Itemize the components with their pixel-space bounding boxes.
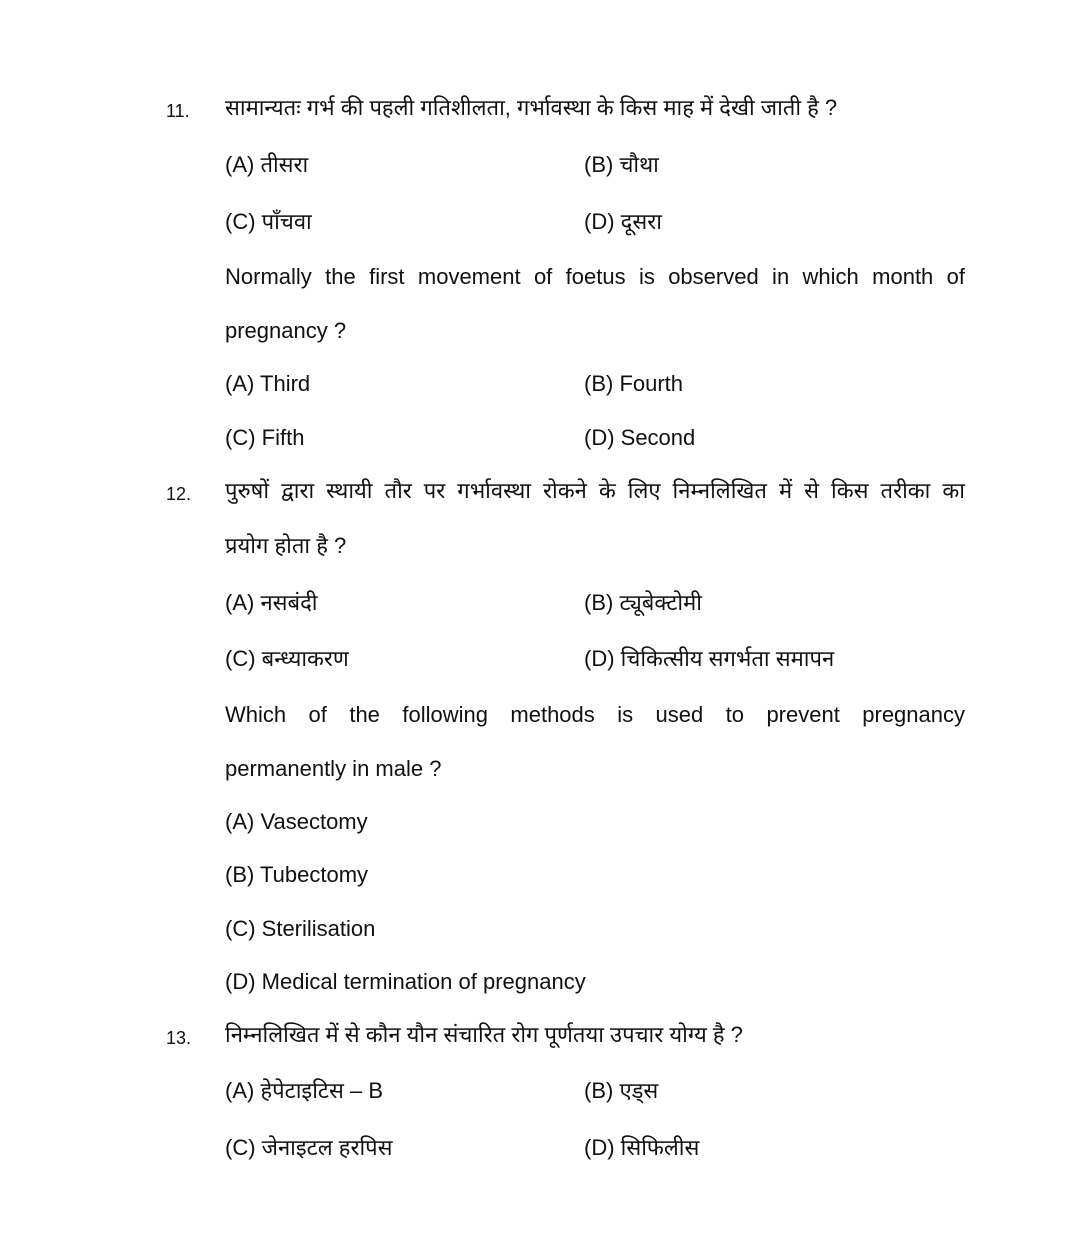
option-a-hindi: (A) नसबंदी [225,590,318,615]
option-d-english: (D) Medical termination of pregnancy [225,969,586,994]
option-c-english: (C) Sterilisation [225,916,376,941]
option-d-hindi: (D) चिकित्सीय सगर्भता समापन [584,646,835,671]
option-a-english: (A) Vasectomy [225,809,368,834]
option-b-hindi: (B) ट्यूबेक्टोमी [584,590,702,615]
option-a-hindi: (A) हेपेटाइटिस – B [225,1078,383,1103]
option-d-hindi: (D) सिफिलीस [584,1135,700,1160]
option-b-hindi: (B) एड्स [584,1078,659,1103]
option-c-english: (C) Fifth [225,425,305,450]
question-text-english-cont: permanently in male ? [225,756,442,781]
question-text-english: Normally the first movement of foetus is observed in which month of [225,264,965,289]
question-number: 11. [166,101,190,121]
question-text-hindi: पुरुषों द्वारा स्थायी तौर पर गर्भावस्था रोकने के लिए निम्नलिखित में से किस तरीका का [225,478,965,503]
option-b-hindi: (B) चौथा [584,152,659,177]
question-text-hindi-cont: प्रयोग होता है ? [225,533,347,558]
option-c-hindi: (C) बन्ध्याकरण [225,646,349,671]
question-text-hindi: निम्नलिखित में से कौन यौन संचारित रोग पूर्णतया उपचार योग्य है ? [225,1022,743,1047]
question-text-english: Which of the following methods is used to prevent pregnancy [225,702,965,727]
question-number: 13. [166,1028,192,1048]
question-text-english-cont: pregnancy ? [225,318,347,343]
option-a-english: (A) Third [225,371,311,396]
question-text-hindi: सामान्यतः गर्भ की पहली गतिशीलता, गर्भावस्था के किस माह में देखी जाती है ? [225,95,838,120]
option-b-english: (B) Tubectomy [225,862,369,887]
option-a-hindi: (A) तीसरा [225,152,309,177]
option-c-hindi: (C) जेनाइटल हरपिस [225,1135,393,1160]
option-b-english: (B) Fourth [584,371,684,396]
option-c-hindi: (C) पाँचवा [225,209,312,234]
option-d-english: (D) Second [584,425,696,450]
option-d-hindi: (D) दूसरा [584,209,662,234]
question-number: 12. [166,484,192,504]
